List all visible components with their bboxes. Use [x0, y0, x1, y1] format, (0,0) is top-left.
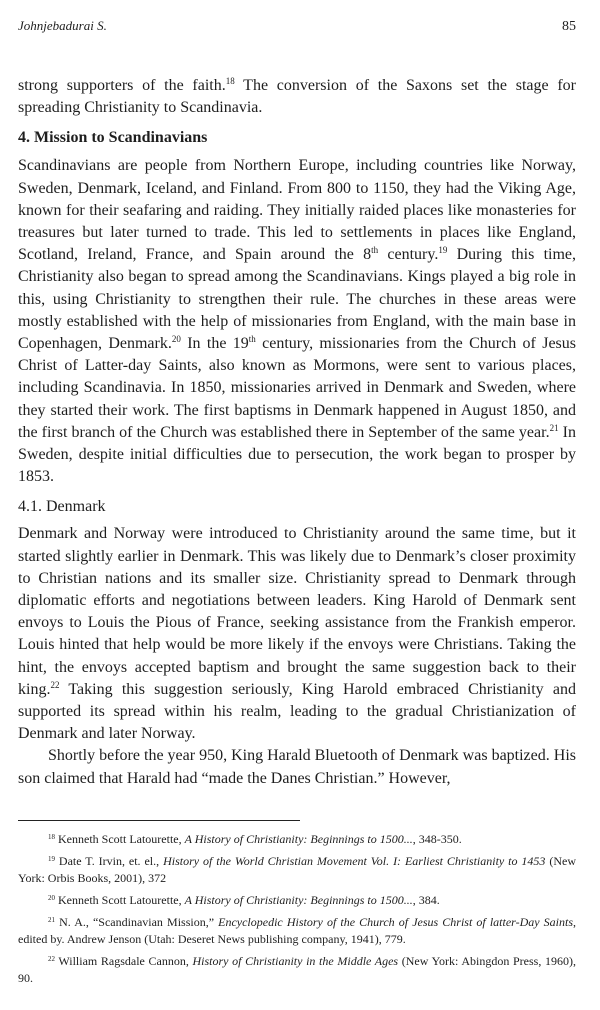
running-head-author: Johnjebadurai S.	[18, 18, 107, 33]
footnote-19: $^{19}$ Date T. Irvin, et. el., History of the World Christian Movement Vol. I: Earliest Christianity to 1453 (New York: Orbis Books, 2001), 372	[18, 853, 576, 885]
footnote-ref-22: 22	[50, 679, 60, 690]
footnote-18: $^{18}$ Kenneth Scott Latourette, A History of Christianity: Beginnings to 1500..., 348-350.	[48, 831, 462, 846]
paragraph-denmark: Denmark and Norway were introduced to Christianity around the same time, but it started slightly earlier in Denmark. This was likely due to Denmark’s closer proximity to Christian nations and its smaller size. Christianity spread to Denmark through diplomatic efforts and negotiations between leaders. King Harold of Denmark sent envoys to Louis the Pious of France, seeking assistance from the Frankish emperor. Louis hinted that help would be more likely if the envoys were Christians. Taking the hint, the envoys accepted baptism and brought the same suggestion back to their king.$^{22}$ Taking this suggestion seriously, King Harold embraced Christianity and supported its spread within his realm, leading to the gradual Christianization of Denmark and later Norway.	[18, 525, 576, 743]
footnote-20: $^{20}$ Kenneth Scott Latourette, A History of Christianity: Beginnings to 1500..., 384.	[48, 892, 440, 907]
paragraph-saxons: strong supporters of the faith.$^{18}$ The conversion of the Saxons set the stage for spreading Christianity to Scandinavia.	[18, 76, 576, 117]
section-heading-mission-to-scandinavians: 4. Mission to Scandinavians	[18, 129, 208, 147]
footnotes	[18, 831, 576, 987]
footnote-ref-20: 20	[171, 334, 181, 345]
footnote-22: $^{22}$ William Ragsdale Cannon, History of Christianity in the Middle Ages (New York: Abingdon Press, 1960), 90.	[18, 953, 576, 985]
page	[18, 18, 576, 992]
subsection-heading-denmark: 4.1. Denmark	[18, 498, 106, 516]
footnote-21: $^{21}$ N. A., “Scandinavian Mission,” Encyclopedic History of the Church of Jesus Christ of latter-Day Saints, edited by. Andrew Jenson (Utah: Deseret News publishing company, 1941), 779.	[18, 914, 576, 946]
paragraph-scandinavians: Scandinavians are people from Northern Europe, including countries like Norway, Sweden, Denmark, Iceland, and Finland. From 800 to 1150, they had the Viking Age, known for their seafaring and raiding. They initially raided places like monasteries for treasures but later turned to trade. This led to settlements in places like England, Scotland, Ireland, France, and Spain around the 8th century.$^{19}$ During this time, Christianity also began to spread among the Scandinavians. Kings played a big role in this, using Christianity to strengthen their rule. The churches in these areas were mostly established with the help of missionaries from England, with the main base in Copenhagen, Denmark.$^{20}$ In the 19th century, missionaries from the Church of Jesus Christ of Latter-day Saints, also known as Mormons, were sent to various places, including Scandinavia. In 1850, missionaries arrived in Denmark and Sweden, where they started their work. The first baptisms in Denmark happened in August 1850, and the first branch of the Church was established there in September of the same year.$^{21}$ In Sweden, despite initial difficulties due to persecution, the work began to prosper by 1853.	[18, 157, 577, 486]
footnote-ref-21: 21	[549, 422, 559, 433]
footnote-ref-19: 19	[438, 245, 448, 256]
footnote-ref-18: 18	[225, 76, 235, 86]
paragraph-harald-bluetooth: Shortly before the year 950, King Harald Bluetooth of Denmark was baptized. His son claimed that Harald had “made the Danes Christian.” However,	[18, 747, 576, 787]
running-head	[18, 18, 576, 40]
page-number: 85	[562, 19, 576, 34]
